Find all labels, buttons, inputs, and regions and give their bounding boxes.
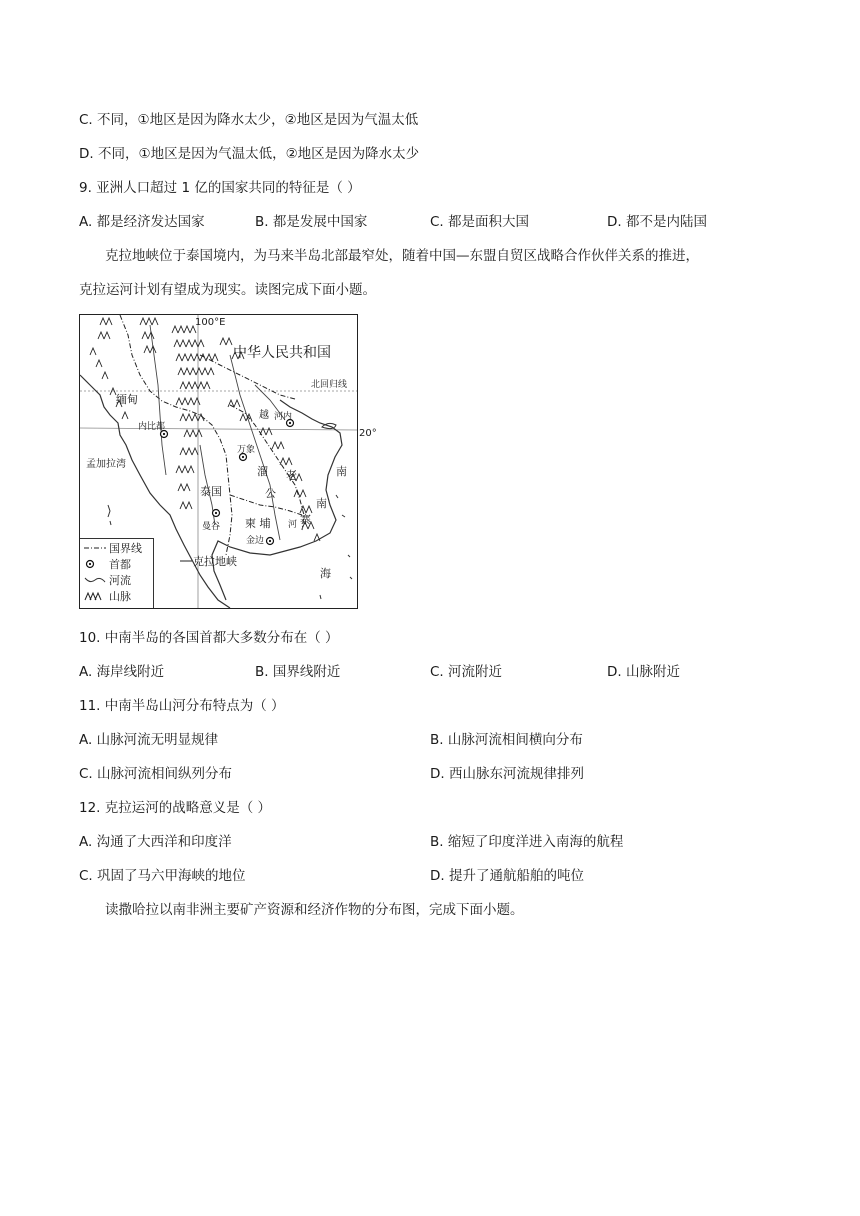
q9-option-a: A. 都是经济发达国家 [79, 214, 205, 230]
parallel-20 [80, 428, 357, 430]
label-phnom-penh: 金边 [246, 536, 265, 546]
legend-border-label: 国界线 [109, 542, 142, 555]
label-gong: 公 [265, 487, 276, 500]
border-china [200, 355, 295, 399]
indochina-map [79, 314, 377, 609]
label-vientiane: 万象 [237, 445, 256, 455]
label-thailand: 泰国 [200, 485, 222, 498]
q9-option-d: D. 都不是内陆国 [607, 214, 707, 230]
q10-option-b: B. 国界线附近 [255, 664, 341, 680]
q9-option-b: B. 都是发展中国家 [255, 214, 368, 230]
q10-option-c: C. 河流附近 [430, 664, 503, 680]
legend-river-row [84, 573, 131, 587]
label-bay-of-bengal: 孟加拉湾 [86, 459, 126, 470]
q12-option-b: B. 缩短了印度洋进入南海的航程 [430, 834, 624, 850]
label-laos-1: 溜 [257, 465, 268, 478]
label-cambodia: 柬 埔 [245, 517, 271, 530]
legend-mountain-label: 山脉 [109, 590, 131, 603]
q10-stem: 10. 中南半岛的各国首都大多数分布在（ ） [79, 630, 339, 646]
label-laos-2: 老 [286, 469, 297, 482]
q8-option-c: C. 不同，①地区是因为降水太少，②地区是因为气温太低 [79, 112, 419, 128]
q11-option-b: B. 山脉河流相间横向分布 [430, 732, 583, 748]
q11-option-d: D. 西山脉东河流规律排列 [430, 766, 584, 782]
label-burma: 缅甸 [116, 393, 138, 406]
q11-stem: 11. 中南半岛山河分布特点为（ ） [79, 698, 285, 714]
border-1 [120, 315, 232, 555]
capital-icon [84, 559, 106, 569]
label-naypyidaw: 内比都 [138, 422, 166, 432]
legend-capital-row [84, 557, 131, 571]
label-china: 中华人民共和国 [233, 345, 331, 361]
q12-option-c: C. 巩固了马六甲海峡的地位 [79, 868, 246, 884]
label-bangkok: 曼谷 [202, 522, 221, 532]
label-sea: 海 [320, 567, 331, 580]
border-line-icon [84, 543, 106, 553]
legend-capital-label: 首都 [109, 558, 131, 571]
q10-option-a: A. 海岸线附近 [79, 664, 165, 680]
passage-1-line-2: 克拉运河计划有望成为现实。读图完成下面小题。 [79, 282, 376, 298]
label-nan-1: 南 [336, 465, 347, 478]
river-icon [84, 575, 106, 585]
map-legend [80, 538, 154, 608]
q11-option-a: A. 山脉河流无明显规律 [79, 732, 219, 748]
q12-option-d: D. 提升了通航船舶的吨位 [430, 868, 584, 884]
legend-border-row [84, 541, 142, 555]
label-vietnam-yue: 越 [259, 410, 269, 421]
passage-1-line-1: 克拉地峡位于泰国境内，为马来半岛北部最窄处，随着中国—东盟自贸区战略合作伙伴关系的推进， [105, 248, 699, 264]
q8-option-d: D. 不同，①地区是因为气温太低，②地区是因为降水太少 [79, 146, 420, 162]
legend-river-label: 河流 [109, 574, 131, 587]
passage-2: 读撒哈拉以南非洲主要矿产资源和经济作物的分布图，完成下面小题。 [105, 902, 524, 918]
label-zhai: 寨 [300, 513, 311, 526]
legend-mountain-row [84, 589, 131, 603]
q11-option-c: C. 山脉河流相间纵列分布 [79, 766, 233, 782]
label-20deg: 20° [359, 428, 377, 439]
offshore-islands [320, 495, 352, 599]
q9-stem: 9. 亚洲人口超过 1 亿的国家共同的特征是（ ） [79, 180, 361, 196]
q10-option-d: D. 山脉附近 [607, 664, 680, 680]
q9-option-c: C. 都是面积大国 [430, 214, 530, 230]
q12-option-a: A. 沟通了大西洋和印度洋 [79, 834, 232, 850]
andaman-islands [108, 505, 111, 525]
label-100e: 100°E [195, 317, 226, 328]
label-he: 河 [288, 520, 298, 530]
q12-stem: 12. 克拉运河的战略意义是（ ） [79, 800, 272, 816]
label-kra-isthmus: 克拉地峡 [193, 555, 237, 568]
label-hanoi: 河内 [274, 412, 293, 422]
label-nan-2: 南 [316, 497, 327, 510]
label-tropic: 北回归线 [311, 380, 348, 390]
mountain-icon [84, 591, 106, 601]
capital-markers [161, 420, 294, 545]
